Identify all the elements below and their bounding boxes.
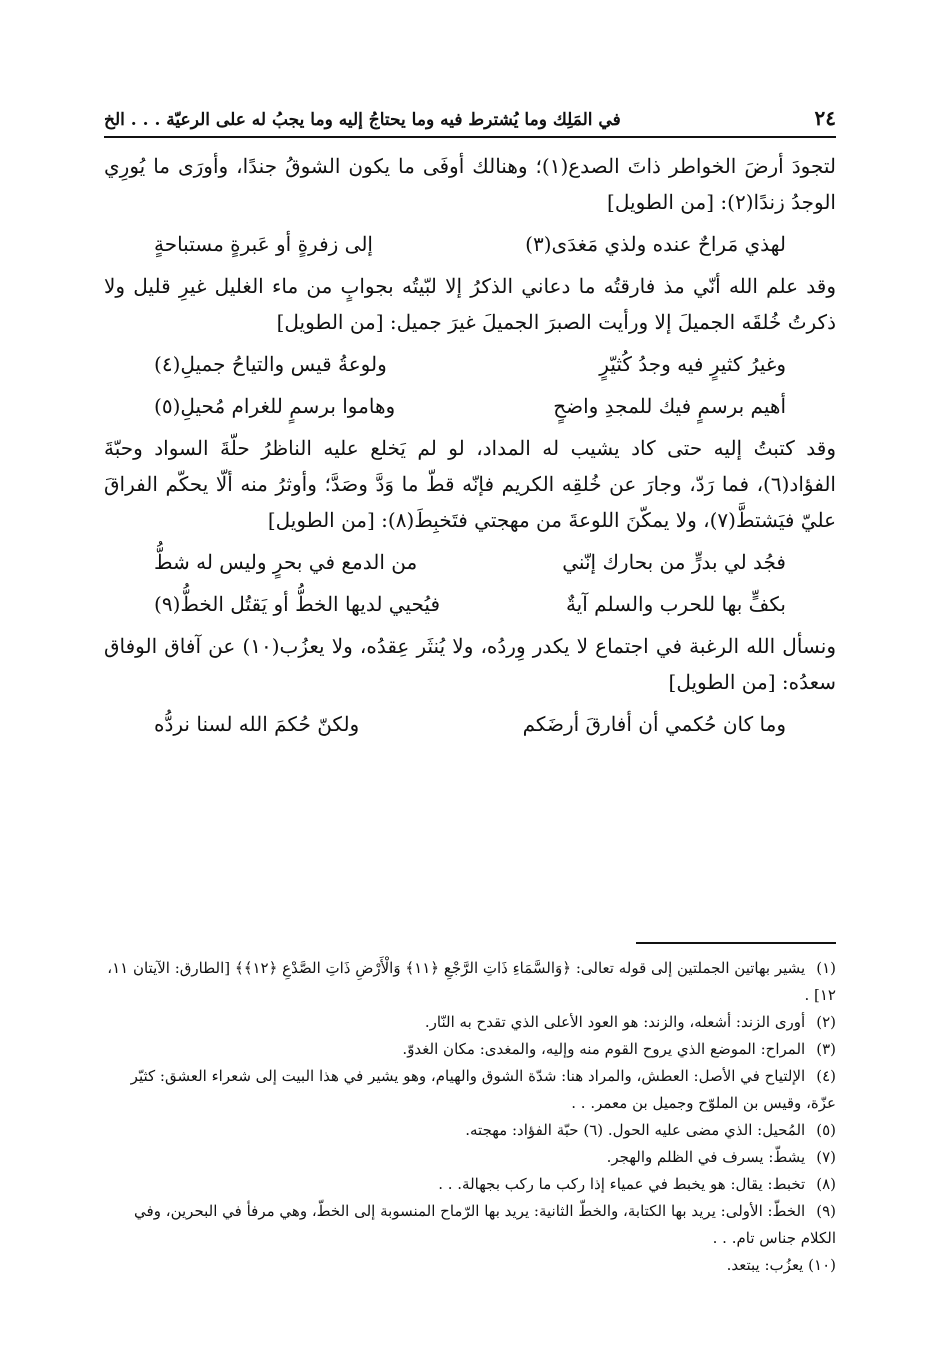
footnote-number: (١٠) [808,1256,836,1274]
footnote-text: الخطّ: الأولى: يريد بها الكتابة، والخطّ الثانية: يريد بها الرّماح المنسوبة إلى الخطّ، وهي مرفأ في البحرين، وفي الكلام جناس تام. . . [134,1202,836,1247]
footnote-number: (٢) [816,1013,836,1031]
footnote-number: (٩) [816,1202,836,1220]
footnote-text: يشير بهاتين الجملتين إلى قوله تعالى: ﴿وَالسَّمَاءِ ذَاتِ الرَّجْعِ ﴿١١﴾ وَالْأَرْضِ ذَاتِ الصَّدْعِ ﴿١٢﴾﴾ [الطارق: الآيتان ١١، ١٢] . [107,959,836,1004]
footnote-text: المراح: الموضع الذي يروح القوم منه وإليه، والمغدى: مكان الغدوّ. [402,1040,806,1058]
footnotes [104,955,836,1279]
footnote [104,1171,836,1198]
footnote-text: الإلتياح في الأصل: العطش، والمراد هنا: شدّة الشوق والهيام، وهو يشير في هذا البيت إلى شعراء العشق: كثيّر عزّة، وقيس بن الملوّح وجميل بن معمر. . . [130,1067,836,1112]
verse-4 [104,544,836,580]
verse-2-hemistich-a: وغيرُ كثيرٍ فيه وجدُ كُثيّرٍ [599,352,786,376]
running-title: في المَلِك وما يُشترط فيه وما يحتاجُ إليه وما يجبُ له على الرعيّة . . . الخ [104,110,621,130]
verse-3-hemistich-b: وهاموا برسمٍ للغرام مُحيلِ(٥) [154,394,396,418]
footnote [104,1009,836,1036]
footnote [104,1036,836,1063]
verse-1-hemistich-b: إلى زفرةٍ أو عَبرةٍ مستباحةٍ [154,232,373,256]
running-header [104,100,836,138]
verse-4-hemistich-b: من الدمع في بحرٍ وليس له شطُّ [154,550,418,574]
page-number: ٢٤ [814,106,836,130]
footnote-number: (٣) [816,1040,836,1058]
paragraph-3: وقد كتبتُ إليه حتى كاد يشيب له المداد، لو لم يَخلع عليه الناظرُ حلّةَ السواد وحبّةَ الفؤاد(٦)، فما رَدّ، وجارَ عن خُلقِه الكريم فإنّه قطّ ما وَدَّ وصَدَّ؛ وأوثرُ منه ألّا يحكّم الفراقَ عليّ فيَشتطَّ(٧)، ولا يمكّنَ اللوعةَ من مهجتي فتَخبِطَ(٨): [من الطويل] [104,436,836,532]
verse-6 [104,706,836,742]
verse-1 [104,226,836,262]
verse-5-hemistich-a: بكفٍّ بها للحرب والسلم آيةٌ [565,592,786,616]
footnote-text: تخبط: يقال: هو يخبط في عمياء إذا ركب ما ركب بجهالة. . . [438,1175,806,1193]
footnote-text: المُحيل: الذي مضى عليه الحول. (٦) حبّة الفؤاد: مهجته. [465,1121,806,1139]
footnote-text: أورى الزند: أشعله، والزند: هو العود الأعلى الذي تقدح به النّار. [424,1013,806,1031]
footnote-number: (١) [816,959,836,977]
verse-4-hemistich-a: فجُد لي بدرٍّ من بحارك إنّني [562,550,786,574]
verse-2-hemistich-b: ولوعةُ قيس والتياحُ جميلِ(٤) [154,352,387,376]
verse-3-hemistich-a: أهيم برسمٍ فيك للمجدِ واضحٍ [553,394,786,418]
verse-6-hemistich-a: وما كان حُكمي أن أفارقَ أرضَكم [522,712,786,736]
footnote [104,1063,836,1117]
verse-3 [104,388,836,424]
verse-5 [104,586,836,622]
footnote-text: يعزُب: يبتعد. [726,1256,804,1274]
verse-1-hemistich-a: لهذي مَراحٌ عنده ولذي مَغدَى(٣) [525,232,786,256]
footnote-number: (٨) [816,1175,836,1193]
footnote-text: يشطّ: يسرف في الظلم والهجر. [606,1148,806,1166]
verse-2 [104,346,836,382]
footnote [104,955,836,1009]
main-text [104,148,836,748]
footnote-number: (٧) [816,1148,836,1166]
footnote-number: (٥) [816,1121,836,1139]
verse-5-hemistich-b: فيُحيي لديها الخطُّ أو يَقتُل الخطُّ(٩) [154,592,441,616]
footnote [104,1198,836,1252]
verse-6-hemistich-b: ولكنّ حُكمَ الله لسنا نردُّه [154,712,360,736]
footnote [104,1117,836,1144]
footnote [104,1252,836,1279]
paragraph-2: وقد علم الله أنّي مذ فارقتُه ما دعاني الذكرُ إلا لبّيتُه بجوابٍ من ماء الغليل غيرِ قليل ولا ذكرتُ خُلقَه الجميلَ إلا ورأيت الصبرَ الجميلَ غيرَ جميل: [من الطويل] [104,274,836,334]
footnote-number: (٤) [816,1067,836,1085]
paragraph-4: ونسأل الله الرغبة في اجتماع لا يكدر وِردُه، ولا يُنثَر عِقدُه، ولا يعزُب(١٠) عن آفاق الوفاق سعدُه: [من الطويل] [104,634,836,694]
footnote [104,1144,836,1171]
footnote-divider [636,942,836,944]
paragraph-1: لتجودَ أرضَ الخواطر ذاتَ الصدع(١)؛ وهنالك أوفَى ما يكون الشوقُ جندًا، وأورَى ما يُورِي الوجدُ زندًا(٢): [من الطويل] [104,154,836,214]
